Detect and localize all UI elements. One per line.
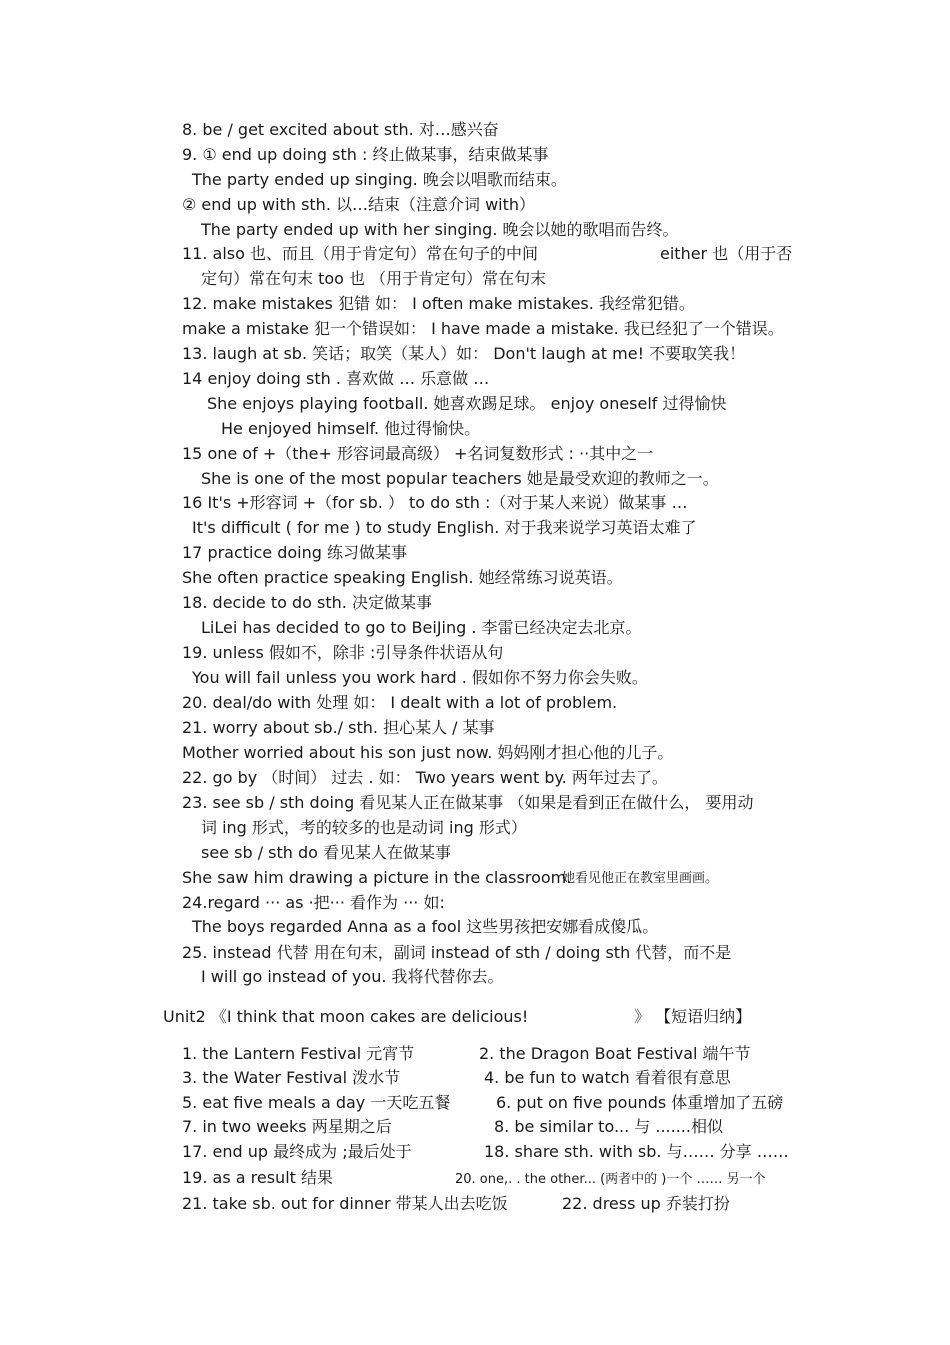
text-line: 定句）常在句末 too 也 （用于肯定句）常在句末 [201,269,547,288]
unit-heading: Unit2 《I think that moon cakes are delicious! [163,1007,529,1026]
text-line: see sb / sth do 看见某人在做某事 [201,843,452,862]
text-line: 16 It's +形容词 +（for sb. ） to do sth :（对于某人来说）做某事 … [182,493,688,512]
text-line: ② end up with sth. 以…结束（注意介词 with） [182,195,536,214]
text-line: 8. be / get excited about sth. 对…感兴奋 [182,120,499,139]
text-line: either 也（用于否 [660,244,793,263]
phrase-item: 6. put on five pounds 体重增加了五磅 [496,1093,784,1112]
text-line: It's difficult ( for me ) to study English. 对于我来说学习英语太难了 [192,518,697,537]
text-line: 24.regard ··· as ·把··· 看作为 ··· 如: [182,893,445,912]
phrase-item: 3. the Water Festival 泼水节 [182,1068,401,1087]
text-line: I will go instead of you. 我将代替你去。 [201,967,504,986]
text-line: 14 enjoy doing sth . 喜欢做 … 乐意做 … [182,369,490,388]
text-line: 她看见他正在教室里画画。 [562,871,719,886]
text-line: LiLei has decided to go to BeiJing . 李雷已经决定去北京。 [201,618,642,637]
text-line: 18. decide to do sth. 决定做某事 [182,593,432,612]
text-line: She is one of the most popular teachers 她是最受欢迎的教师之一。 [201,469,719,488]
text-line: She enjoys playing football. 她喜欢踢足球。 enjoy oneself 过得愉快 [207,394,727,413]
text-line: 22. go by （时间） 过去 . 如： Two years went by. 两年过去了。 [182,768,668,787]
text-line: 15 one of +（the+ 形容词最高级） +名词复数形式 : ··其中之一 [182,444,654,463]
phrase-item: 19. as a result 结果 [182,1168,334,1187]
text-line: The party ended up singing. 晚会以唱歌而结束。 [192,170,567,189]
text-line: 23. see sb / sth doing 看见某人正在做某事 （如果是看到正在做什么， 要用动 [182,793,754,812]
text-line: 21. worry about sb./ sth. 担心某人 / 某事 [182,718,495,737]
phrase-item: 2. the Dragon Boat Festival 端午节 [479,1044,751,1063]
text-line: 19. unless 假如不，除非 :引导条件状语从句 [182,643,504,662]
text-line: 13. laugh at sb. 笑话；取笑（某人）如： Don't laugh at me! 不要取笑我！ [182,344,746,363]
text-line: 12. make mistakes 犯错 如： I often make mistakes. 我经常犯错。 [182,294,695,313]
text-line: The boys regarded Anna as a fool 这些男孩把安娜看成傻瓜。 [192,917,659,936]
text-line: 17 practice doing 练习做某事 [182,543,408,562]
text-line: 词 ing 形式，考的较多的也是动词 ing 形式） [201,818,527,837]
text-line: He enjoyed himself. 他过得愉快。 [221,419,481,438]
text-line: You will fail unless you work hard . 假如你不努力你会失败。 [192,668,648,687]
text-line: The party ended up with her singing. 晚会以她的歌唱而告终。 [201,220,679,239]
text-line: 11. also 也、而且（用于肯定句）常在句子的中间 [182,244,538,263]
text-line: 9. ① end up doing sth : 终止做某事，结束做某事 [182,145,549,164]
text-line: make a mistake 犯一个错误如： I have made a mistake. 我已经犯了一个错误。 [182,319,784,338]
text-line: 20. deal/do with 处理 如： I dealt with a lot of problem. [182,693,618,712]
phrase-item: 8. be similar to... 与 .......相似 [494,1117,723,1136]
text-line: Mother worried about his son just now. 妈妈刚才担心他的儿子。 [182,743,674,762]
text-line: 25. instead 代替 用在句末，副词 instead of sth / doing sth 代替，而不是 [182,943,732,962]
phrase-item: 22. dress up 乔装打扮 [562,1194,730,1213]
phrase-item: 5. eat five meals a day 一天吃五餐 [182,1093,451,1112]
text-line: She often practice speaking English. 她经常练习说英语。 [182,568,623,587]
text-line: She saw him drawing a picture in the classroom. [182,868,572,887]
phrase-item: 21. take sb. out for dinner 带某人出去吃饭 [182,1194,508,1213]
phrase-item: 18. share sth. with sb. 与…… 分享 …… [484,1142,789,1161]
unit-heading-tag: 》 【短语归纳】 [634,1007,752,1026]
phrase-item: 4. be fun to watch 看着很有意思 [484,1068,731,1087]
phrase-item: 17. end up 最终成为 ;最后处于 [182,1142,412,1161]
phrase-item: 1. the Lantern Festival 元宵节 [182,1044,415,1063]
phrase-item: 20. one,. . the other... (两者中的 )一个 …… 另一个 [455,1172,766,1187]
phrase-item: 7. in two weeks 两星期之后 [182,1117,392,1136]
